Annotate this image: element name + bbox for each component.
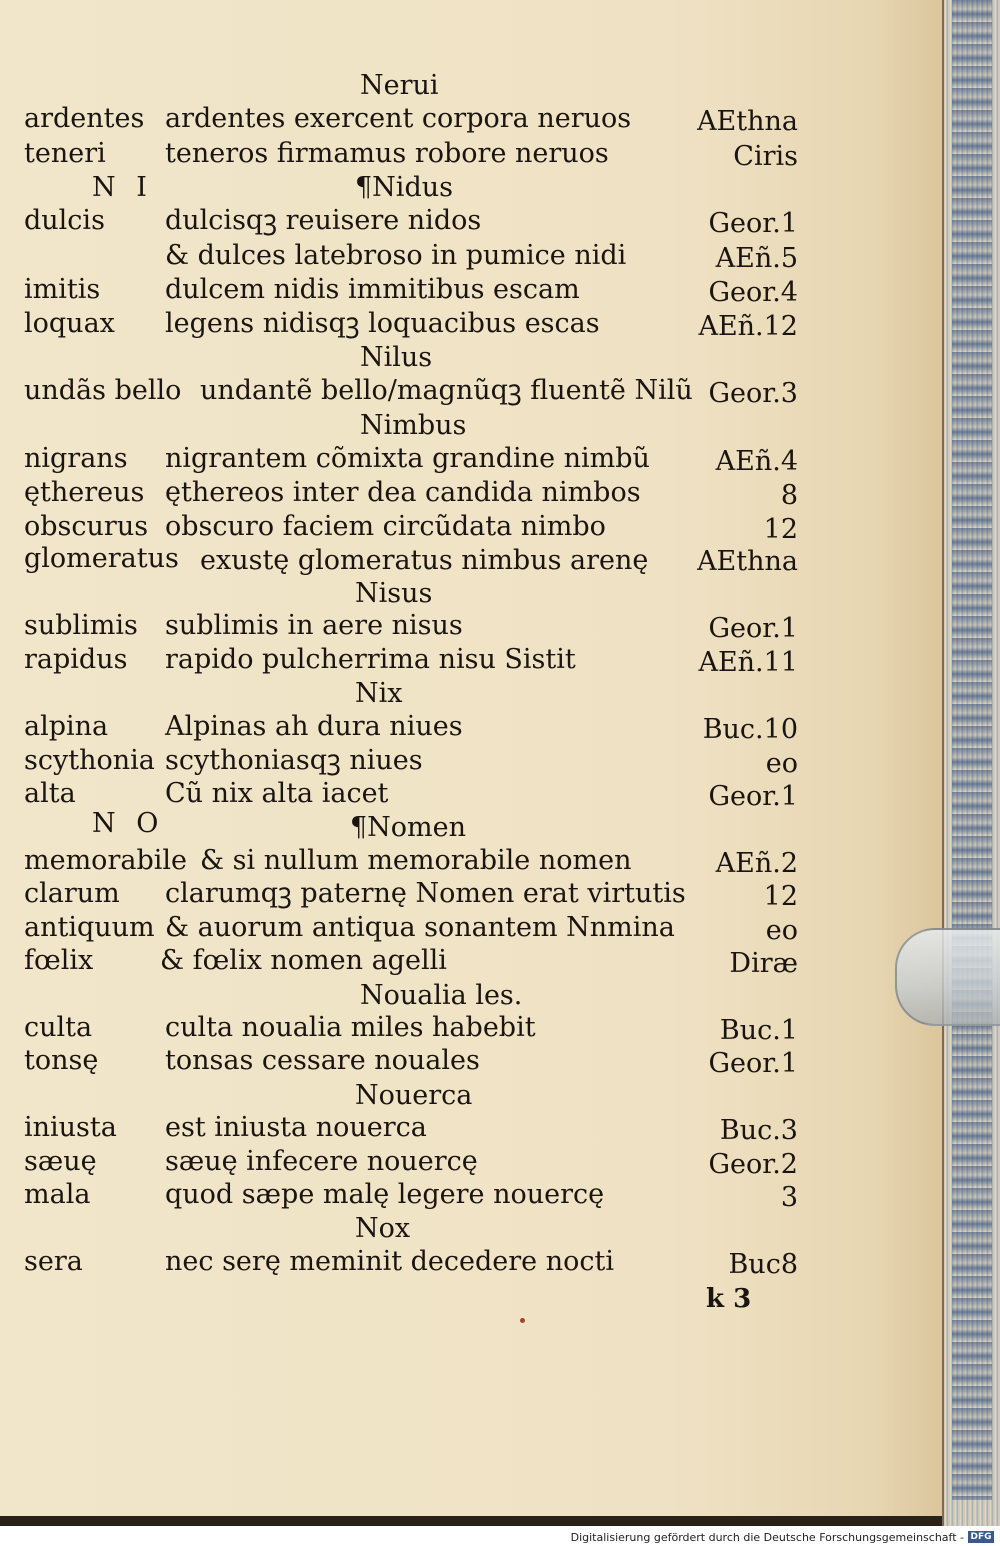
- reference: AEñ.12: [698, 311, 798, 342]
- signature-mark: k 3: [706, 1284, 752, 1314]
- headword: Nix: [355, 678, 403, 709]
- reference: Buc.3: [719, 1115, 798, 1146]
- verse: & dulces latebroso in pumice nidi: [165, 240, 627, 271]
- keyword: scythonia: [24, 745, 155, 776]
- verse: culta noualia miles habebit: [165, 1012, 536, 1043]
- verse: & si nullum memorabile nomen: [200, 845, 632, 876]
- verse: ardentes exercent corpora neruos: [165, 103, 632, 134]
- verse: obscuro faciem circũdata nimbo: [165, 511, 606, 542]
- keyword: alta: [24, 778, 76, 809]
- keyword: sæuę: [24, 1146, 97, 1177]
- reference: Ciris: [733, 141, 798, 172]
- keyword: iniusta: [24, 1112, 117, 1143]
- keyword: clarum: [24, 878, 120, 909]
- reference: AEthna: [697, 106, 798, 137]
- keyword: ęthereus: [24, 477, 145, 508]
- verse: Cũ nix alta iacet: [165, 778, 389, 809]
- keyword: sera: [24, 1246, 83, 1277]
- verse: & fœlix nomen agelli: [160, 945, 447, 976]
- headword: Nox: [355, 1213, 411, 1244]
- reference: Diræ: [729, 948, 798, 979]
- dfg-logo: DFG: [968, 1531, 994, 1543]
- keyword: ardentes: [24, 103, 145, 134]
- reference: AEñ.4: [715, 446, 798, 477]
- keyword: alpina: [24, 711, 109, 742]
- keyword: rapidus: [24, 644, 128, 675]
- reference: 12: [763, 881, 798, 912]
- keyword: culta: [24, 1012, 93, 1043]
- section-letters: N I: [92, 172, 153, 203]
- section-letters: N O: [92, 808, 165, 839]
- reference: Geor.4: [708, 277, 798, 308]
- keyword: tonsę: [24, 1045, 99, 1076]
- keyword: obscurus: [24, 511, 149, 542]
- verse: sublimis in aere nisus: [165, 610, 463, 641]
- headword: Noualia les.: [360, 980, 523, 1011]
- keyword: teneri: [24, 138, 106, 169]
- verse: legens nidisqꝫ loquacibus escas: [165, 308, 600, 339]
- reference: Buc8: [728, 1249, 798, 1280]
- keyword: glomeratus: [24, 543, 179, 574]
- verse: clarumqꝫ paternę Nomen erat virtutis: [165, 878, 686, 909]
- reference: Buc.10: [702, 714, 798, 745]
- reference: Geor.1: [708, 208, 798, 239]
- verse: teneros firmamus robore neruos: [165, 138, 609, 169]
- verse: dulcem nidis immitibus escam: [165, 274, 580, 305]
- reference: Geor.2: [708, 1149, 798, 1180]
- keyword: mala: [24, 1179, 91, 1210]
- reference: eo: [765, 915, 798, 946]
- verse: exustę glomeratus nimbus arenę: [200, 545, 649, 576]
- reference: Geor.1: [708, 613, 798, 644]
- reference: AEñ.5: [715, 243, 798, 274]
- headword: Nimbus: [360, 410, 467, 441]
- reference: 8: [780, 480, 798, 511]
- verse: undantẽ bello/magnũqꝫ fluentẽ Nilũ: [200, 375, 693, 406]
- running-head: Nerui: [360, 70, 439, 101]
- headword: ¶Nomen: [350, 812, 467, 843]
- keyword: imitis: [24, 274, 101, 305]
- reference: Geor.3: [708, 378, 798, 409]
- verse: scythoniasqꝫ niues: [165, 745, 423, 776]
- keyword: undãs bello: [24, 375, 182, 406]
- verse: nigrantem cõmixta grandine nimbũ: [165, 443, 650, 474]
- reference: Geor.1: [708, 781, 798, 812]
- reference: 12: [763, 514, 798, 545]
- verse: Alpinas ah dura niues: [165, 711, 463, 742]
- digitization-credit: Digitalisierung gefördert durch die Deutsche Forschungsgemeinschaft -: [570, 1531, 964, 1544]
- keyword: loquax: [24, 308, 115, 339]
- verse: quod sæpe malę legere nouercę: [165, 1179, 605, 1210]
- verse: nec serę meminit decedere nocti: [165, 1246, 614, 1277]
- reference: AEthna: [697, 546, 798, 577]
- reference: AEñ.2: [715, 848, 798, 879]
- headword: Nouerca: [355, 1080, 473, 1111]
- headword: Nilus: [360, 342, 433, 373]
- keyword: nigrans: [24, 443, 128, 474]
- keyword: memorabile: [24, 845, 187, 876]
- verse: sæuę infecere nouercę: [165, 1146, 478, 1177]
- keyword: antiquum: [24, 912, 155, 943]
- verse: est iniusta nouerca: [165, 1112, 427, 1143]
- verse: & auorum antiqua sonantem Nnmina: [165, 912, 675, 943]
- reference: Geor.1: [708, 1048, 798, 1079]
- verse: rapido pulcherrima nisu Sistit: [165, 644, 576, 675]
- verse: ęthereos inter dea candida nimbos: [165, 477, 641, 508]
- blue-edge-staining: [952, 0, 992, 1500]
- keyword: fœlix: [24, 945, 94, 976]
- verse: tonsas cessare nouales: [165, 1045, 480, 1076]
- reference: AEñ.11: [698, 647, 798, 678]
- verse: dulcisqꝫ reuisere nidos: [165, 205, 482, 236]
- reference: eo: [765, 748, 798, 779]
- headword: ¶Nidus: [355, 172, 453, 203]
- headword: Nisus: [355, 578, 433, 609]
- reference: 3: [780, 1182, 798, 1213]
- keyword: sublimis: [24, 610, 138, 641]
- reference: Buc.1: [719, 1015, 798, 1046]
- keyword: dulcis: [24, 205, 105, 236]
